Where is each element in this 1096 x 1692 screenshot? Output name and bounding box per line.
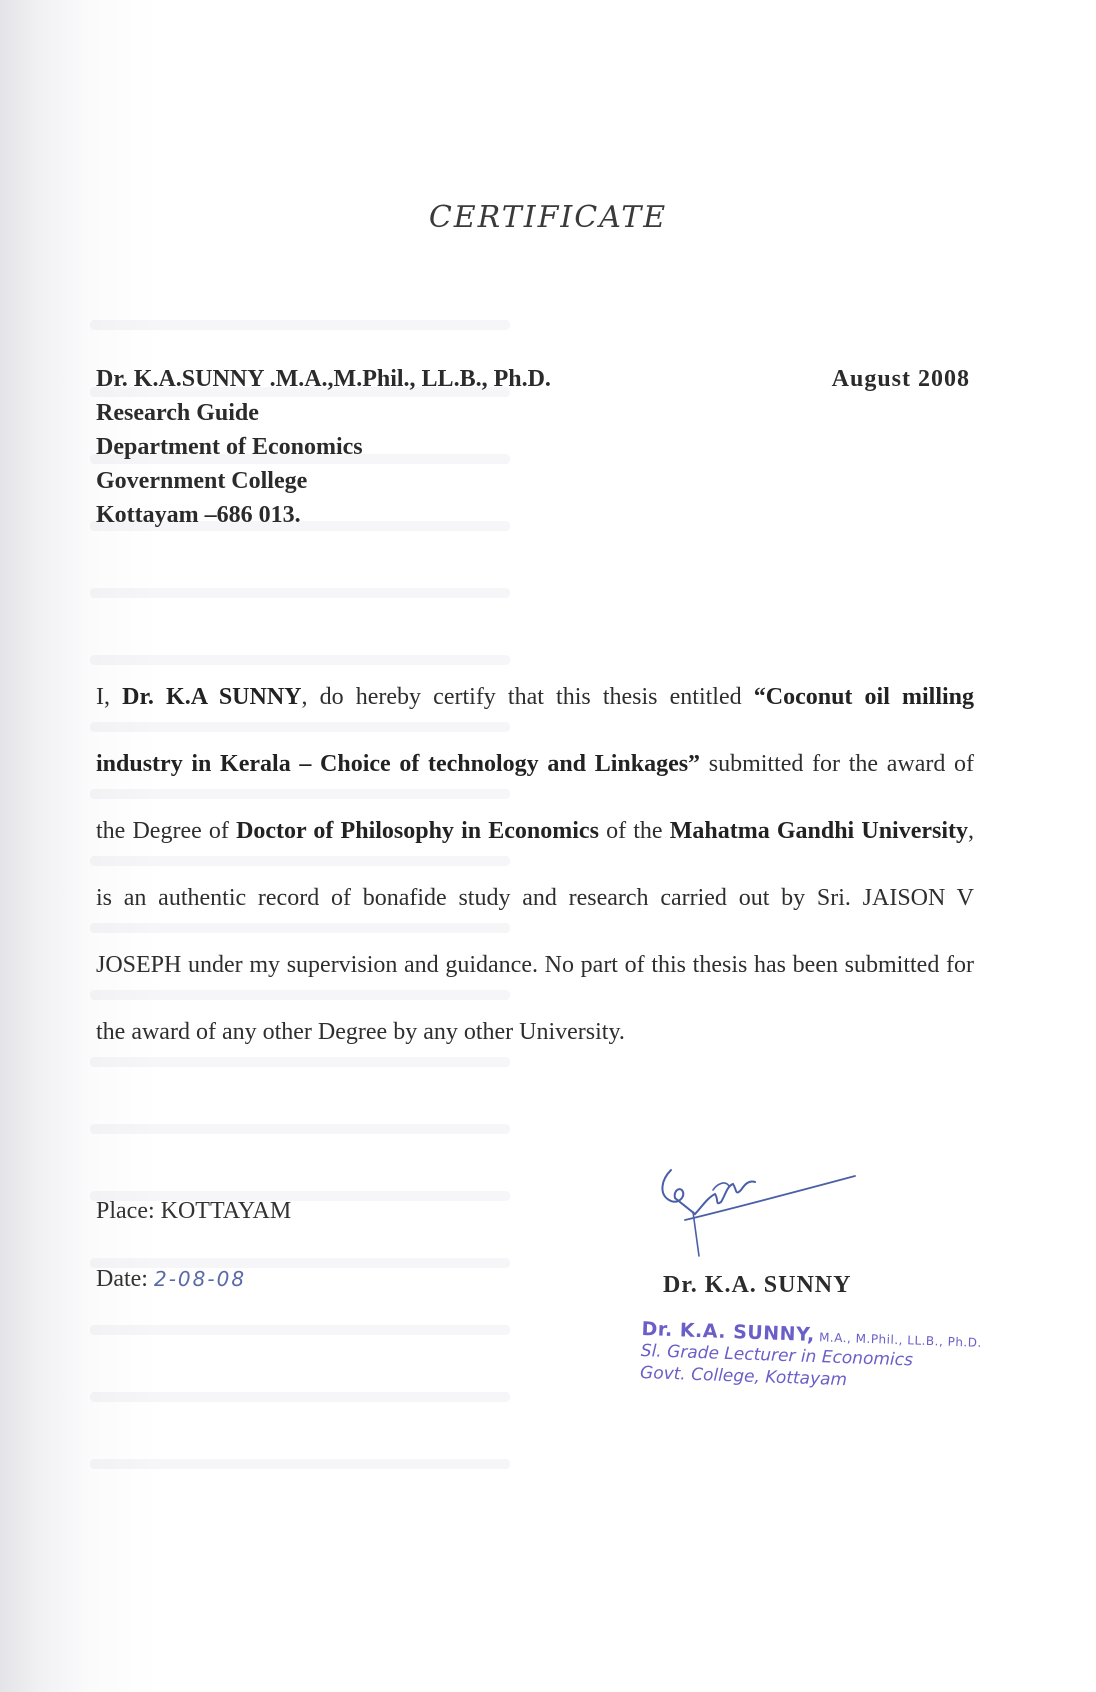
body-bold-thesis-title: “Coconut oil milling industry in Kerala – Choice of technology and Linkages” — [96, 684, 974, 777]
guide-college: Government College — [96, 468, 308, 494]
official-stamp — [640, 1318, 983, 1396]
stamp-name: Dr. K.A. SUNNY, — [641, 1318, 816, 1347]
date-label: Date: — [96, 1266, 154, 1292]
body-bold-guide: Dr. K.A SUNNY — [122, 684, 302, 710]
body-bold-degree: Doctor of Philosophy in Economics — [236, 818, 599, 844]
signatory-name: Dr. K.A. SUNNY — [663, 1272, 852, 1298]
stamp-college: Govt. College, Kottayam — [639, 1362, 848, 1391]
guide-name: Dr. K.A.SUNNY .M.A.,M.Phil., LL.B., Ph.D. — [96, 366, 551, 392]
page-title: CERTIFICATE — [428, 200, 668, 235]
guide-address: Kottayam –686 013. — [96, 502, 301, 528]
stamp-qualifications: M.A., M.Phil., LL.B., Ph.D. — [814, 1330, 983, 1350]
body-text-4: of the — [598, 818, 670, 844]
guide-details — [96, 362, 551, 532]
body-text-5: , is an authentic record of bonafide study and research carried out by Sri. JAISON V JOSEPH under my supervision and guidance. No part of this thesis has been submitted for the award of any other Degree by any other University. — [96, 818, 975, 1045]
guide-role: Research Guide — [96, 400, 259, 426]
handwritten-date: 2-08-08 — [153, 1267, 247, 1291]
certificate-date: August 2008 — [831, 366, 970, 392]
guide-department: Department of Economics — [96, 434, 363, 460]
date-line — [96, 1266, 246, 1293]
stamp-title: Sl. Grade Lecturer in Economics — [640, 1340, 914, 1371]
place-line: Place: KOTTAYAM — [96, 1198, 292, 1224]
body-text-2: , do hereby certify that this thesis entitled — [301, 684, 754, 710]
body-text-1: I, — [96, 684, 123, 710]
signature-image — [655, 1150, 865, 1260]
body-text-3: submitted for the award of the Degree of — [96, 751, 974, 844]
certificate-body — [96, 664, 974, 1066]
body-bold-university: Mahatma Gandhi University — [669, 818, 969, 844]
